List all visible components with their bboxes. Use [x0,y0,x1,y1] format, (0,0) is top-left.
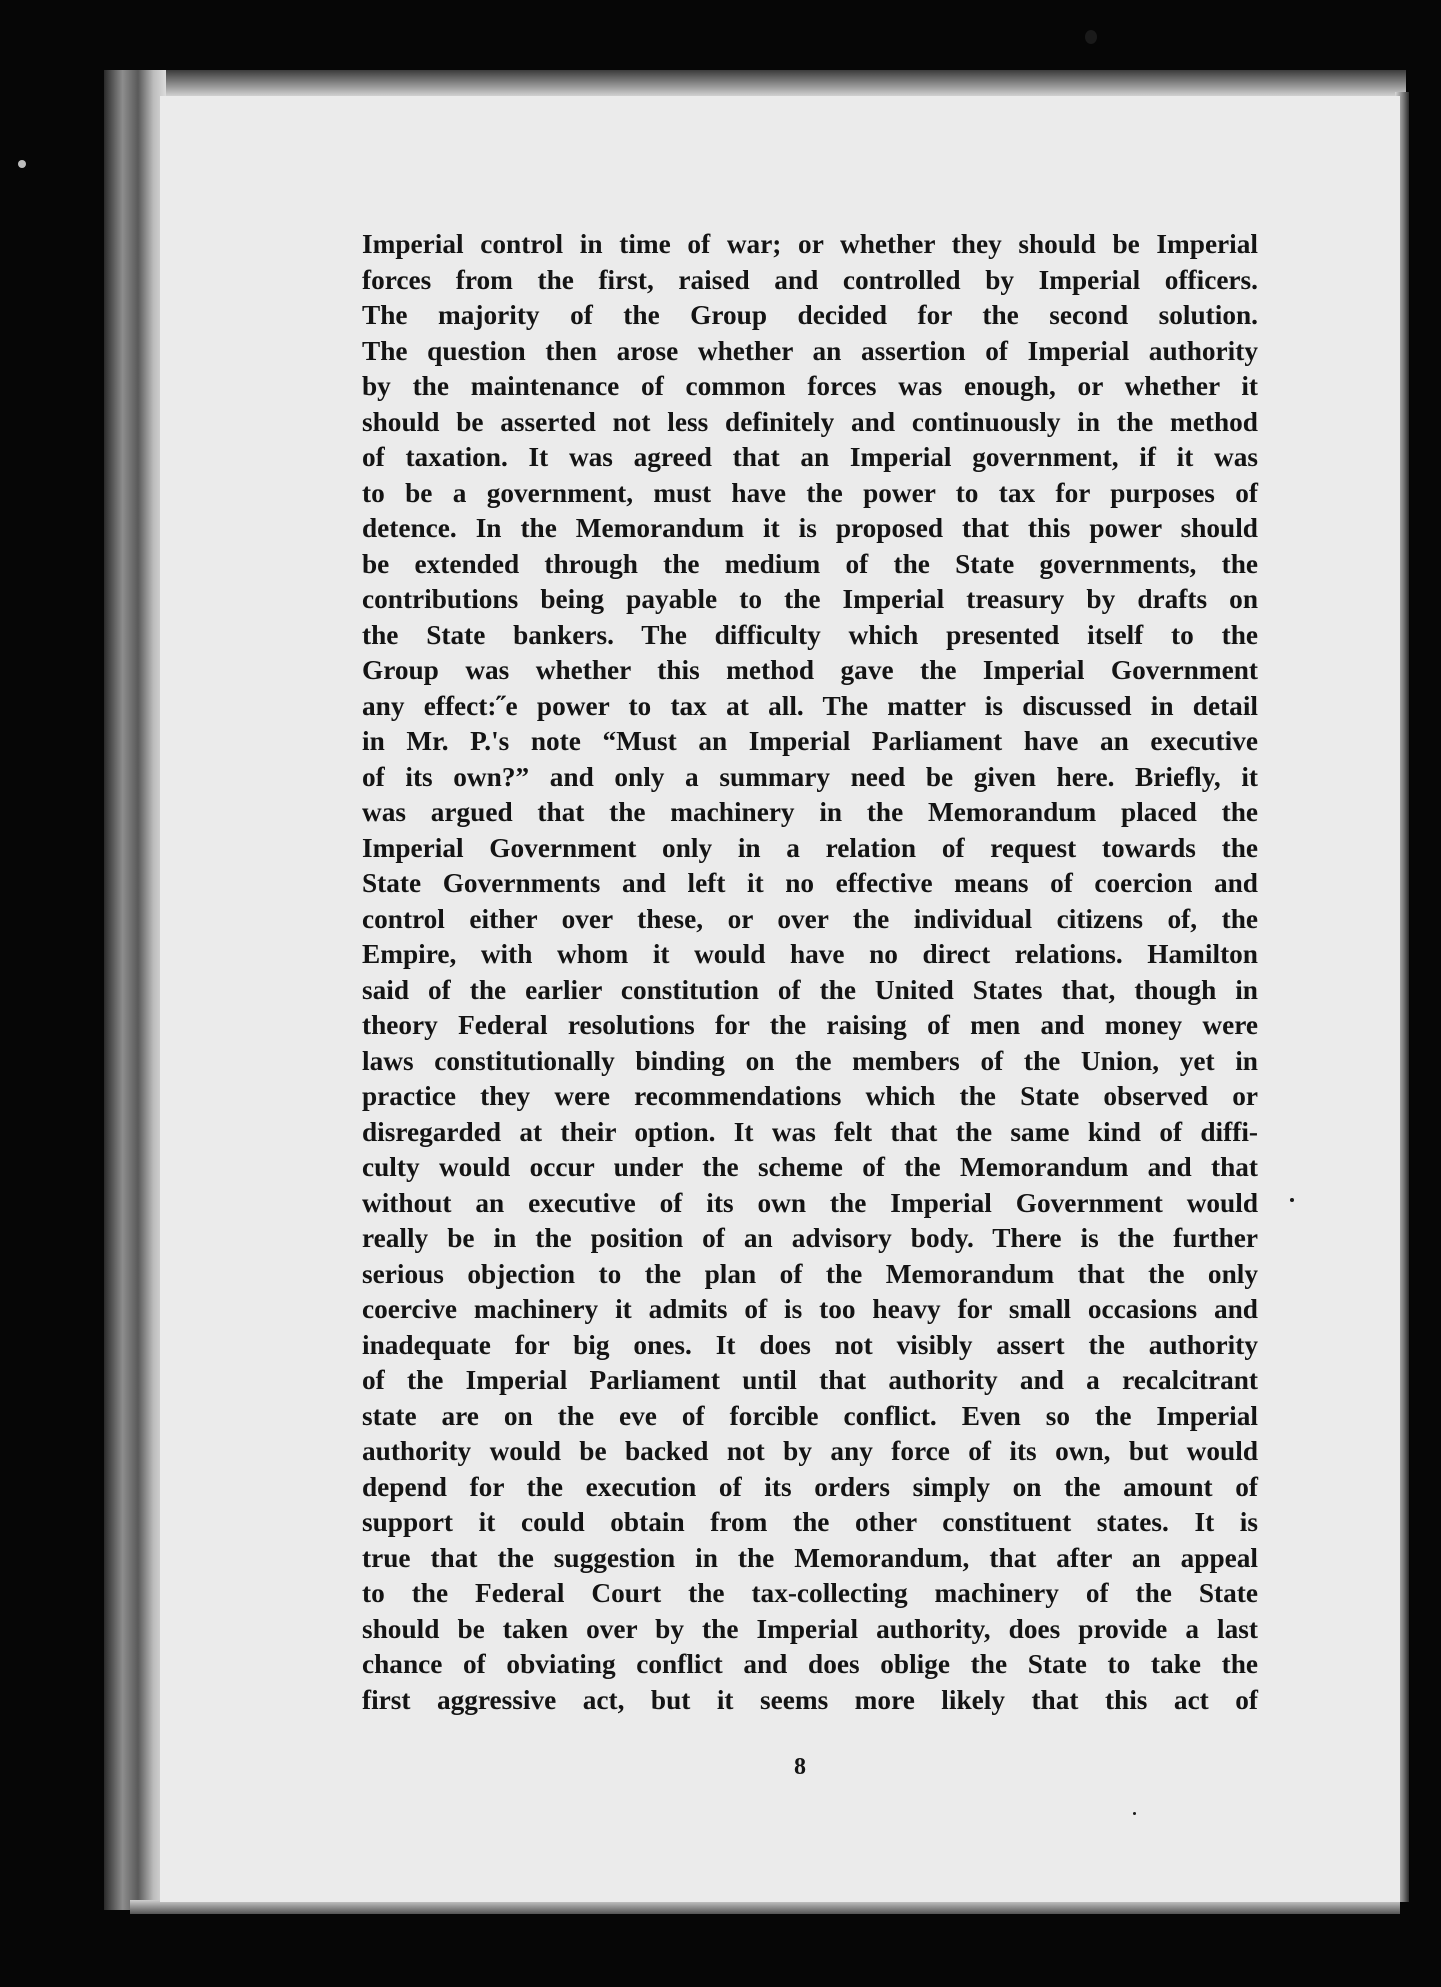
text-line: said of the earlier constitution of the United States that, though in [362,974,1258,1005]
text-line: really be in the position of an advisory body. There is the further [362,1223,1258,1253]
body-text [362,227,1258,1718]
text-line: first aggressive act, but it seems more likely that this act of [362,1684,1258,1715]
text-line: state are on the eve of forcible conflict. Even so the Imperial [362,1400,1258,1431]
text-line: control either over these, or over the individual citizens of, the [362,903,1258,934]
text-line: coercive machinery it admits of is too heavy for small occasions and [362,1294,1258,1324]
text-line: Imperial control in time of war; or whether they should be Imperial [362,229,1258,259]
page-bottom-edge [130,1900,1400,1914]
text-line: any effect:˝e power to tax at all. The matter is discussed in detail [362,690,1258,721]
text-line: of the Imperial Parliament until that authority and a recalcitrant [362,1365,1258,1395]
scan-speck [1085,30,1097,44]
text-line: in Mr. P.'s note “Must an Imperial Parliament have an executive [362,726,1258,756]
text-line: of taxation. It was agreed that an Imperial government, if it was [362,442,1258,472]
text-line: should be asserted not less definitely and continuously in the method [362,406,1258,437]
text-line: inadequate for big ones. It does not visibly assert the authority [362,1329,1258,1360]
text-line: to be a government, must have the power to tax for purposes of [362,477,1258,508]
text-line: detence. In the Memorandum it is proposed that this power should [362,513,1258,543]
text-line: by the maintenance of common forces was enough, or whether it [362,371,1258,401]
text-line: State Governments and left it no effective means of coercion and [362,868,1258,898]
text-line: depend for the execution of its orders simply on the amount of [362,1471,1258,1502]
text-line: be extended through the medium of the State governments, the [362,548,1258,579]
page-number: 8 [794,1754,806,1780]
text-line: should be taken over by the Imperial authority, does provide a last [362,1613,1258,1644]
text-line: practice they were recommendations which the State observed or [362,1081,1258,1111]
text-line: theory Federal resolutions for the raising of men and money were [362,1010,1258,1040]
text-line: of its own?” and only a summary need be given here. Briefly, it [362,761,1258,792]
text-line: Empire, with whom it would have no direct relations. Hamilton [362,939,1258,969]
text-line: to the Federal Court the tax-collecting machinery of the State [362,1578,1258,1608]
text-line: laws constitutionally binding on the members of the Union, yet in [362,1045,1258,1076]
text-line: forces from the first, raised and controlled by Imperial officers. [362,264,1258,295]
text-line: true that the suggestion in the Memorandum, that after an appeal [362,1542,1258,1573]
text-line: The majority of the Group decided for the second solution. [362,300,1258,330]
book-spine [104,70,166,1910]
text-line: support it could obtain from the other constituent states. It is [362,1507,1258,1537]
scan-speck [1290,1198,1294,1202]
text-line: without an executive of its own the Imperial Government would [362,1187,1258,1218]
text-line: the State bankers. The difficulty which presented itself to the [362,619,1258,650]
text-line: Imperial Government only in a relation of request towards the [362,832,1258,863]
text-line: Group was whether this method gave the Imperial Government [362,655,1258,685]
page-top-edge [118,70,1406,98]
text-line: The question then arose whether an assertion of Imperial authority [362,335,1258,366]
text-line: authority would be backed not by any force of its own, but would [362,1436,1258,1466]
text-line: serious objection to the plan of the Memorandum that the only [362,1258,1258,1289]
text-line: disregarded at their option. It was felt that the same kind of diffi- [362,1116,1258,1147]
scan-speck [1133,1812,1136,1815]
scan-speck [18,160,26,168]
text-line: was argued that the machinery in the Memorandum placed the [362,797,1258,827]
text-line: culty would occur under the scheme of the Memorandum and that [362,1152,1258,1182]
text-line: contributions being payable to the Imperial treasury by drafts on [362,584,1258,614]
text-line: chance of obviating conflict and does oblige the State to take the [362,1649,1258,1679]
